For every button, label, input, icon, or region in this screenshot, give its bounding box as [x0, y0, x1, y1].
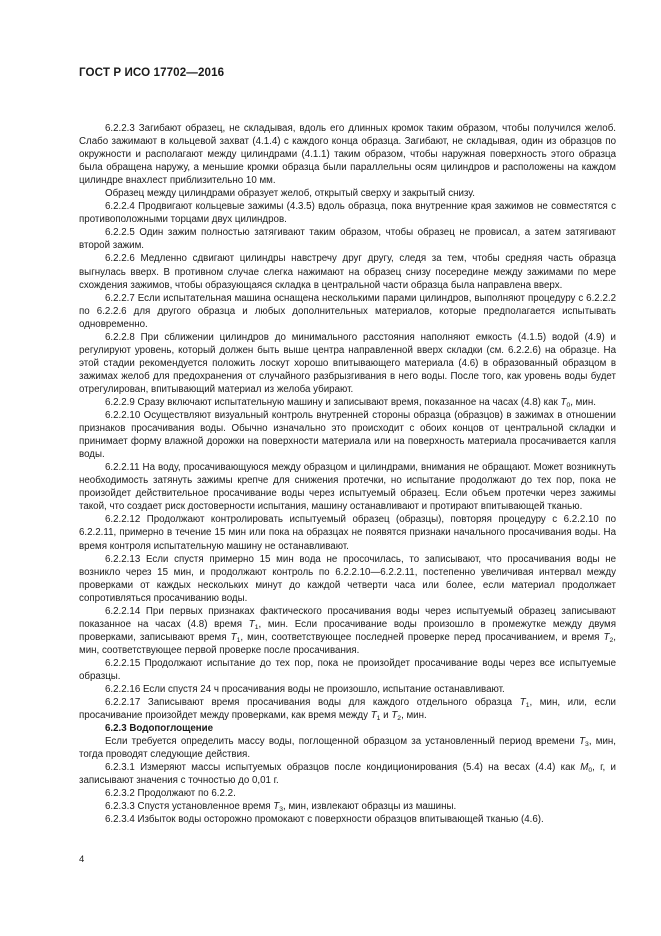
paragraph: Если требуется определить массу воды, поглощенной образцом за установленный период времени $T_3$, мин, тогда проводят следующие действия. — [79, 736, 616, 761]
paragraph: 6.2.2.7 Если испытательная машина оснащена несколькими парами цилиндров, выполняют процедуру с 6.2.2.2 по 6.2.2.6 для другого образца и любых дополнительных материалов, которые предполагается испытывать одновременно. — [79, 292, 616, 330]
paragraph: 6.2.2.13 Если спустя примерно 15 мин вода не просочилась, то записывают, что просачивания воды не возникло через 15 мин, и продолжают контроль по 6.2.2.10—6.2.2.11, постепенно увеличивая интервал между проверками от каждых нескольких минут до каждой четверти часа или более, если материал продолжает сопротивляться просачиванию воды. — [79, 553, 616, 604]
paragraph: 6.2.2.10 Осуществляют визуальный контроль внутренней стороны образца (образцов) в зажимах в отношении признаков просачивания воды. Обычно изначально это происходит с обоих концов от центральной складки и принимает форму влажной дорожки на поверхности материала или на поверхность материала просачивается капля воды. — [79, 410, 616, 461]
paragraph: 6.2.2.12 Продолжают контролировать испытуемый образец (образцы), повторяя процедуру с 6.2.2.10 по 6.2.2.11, примерно в течение 15 мин или пока на образцах не появятся признаки начального просачивания воды. На время контроля испытательную машину не останавливают. — [79, 514, 616, 552]
paragraph: 6.2.3.1 Измеряют массы испытуемых образцов после кондиционирования (5.4) на весах (4.4) как $M_0$, г, и записывают значения с точностью до 0,01 г. — [79, 762, 616, 787]
paragraph: 6.2.2.4 Продвигают кольцевые зажимы (4.3.5) вдоль образца, пока внутренние края зажимов не совместятся с противоположными торцами двух цилиндров. — [79, 201, 616, 226]
paragraph: 6.2.3.4 Избыток воды осторожно промокают с поверхности образцов впитывающей тканью (4.6). — [105, 814, 544, 826]
paragraph: 6.2.2.3 Загибают образец, не складывая, вдоль его длинных кромок таким образом, чтобы получился желоб. Слабо зажимают в кольцевой захват (4.1.4) с каждого конца образца. Загибают, не складывая, один из образцов по окружности и располагают между цилиндрами (4.1.1) таким образом, чтобы наружная поверхность этого образца была обращена наружу, а меньшие кромки образца были параллельны осям цилиндров и расположены на каждом цилиндре внахлест приблизительно 10 мм. — [79, 123, 616, 187]
paragraph: 6.2.2.6 Медленно сдвигают цилиндры навстречу друг другу, следя за тем, чтобы средняя часть образца выгнулась вверх. В противном случае слегка нажимают на образец снизу посередине между зажимами по мере схождения зажимов, чтобы образующаяся складка в центральной части образца была направлена вверх. — [79, 253, 616, 291]
paragraph: 6.2.2.17 Записывают время просачивания воды для каждого отдельного образца $T_1$, мин, или, если просачивание произойдет между проверками, как время между $T_1$ и $T_2$, мин. — [79, 697, 616, 723]
paragraph: 6.2.2.5 Один зажим полностью затягивают таким образом, чтобы образец не провисал, а затем затягивают второй зажим. — [79, 227, 616, 252]
paragraph: 6.2.2.11 На воду, просачивающуюся между образцом и цилиндрами, внимания не обращают. Может возникнуть необходимость затянуть зажимы крепче для снижения протечки, но испытание продолжают до тех пор, пока не произойдет действительное просачивание воды через испытуемый образец. Если объем протечки через зажимы такой, что создает риск достоверности испытания, машину останавливают и протирают впитывающей тканью. — [79, 462, 616, 513]
paragraph: 6.2.3.2 Продолжают по 6.2.2. — [105, 788, 236, 800]
section-heading: 6.2.3 Водопоглощение — [105, 723, 214, 735]
paragraph: 6.2.2.9 Сразу включают испытательную машину и записывают время, показанное на часах (4.8) как $T_0$, мин. — [105, 396, 596, 409]
paragraph: 6.2.2.14 При первых признаках фактического просачивания воды через испытуемый образец записывают показанное на часах (4.8) время $T_1$, мин. Если просачивание воды произошло в промежутке между двумя проверками, записывают время $T_1$, мин, соответствующее последней проверке перед просачиванием, и время $T_2$, мин, соответствующее первой проверке после просачивания. — [79, 605, 617, 656]
standard-header: ГОСТ Р ИСО 17702—2016 — [79, 66, 225, 79]
paragraph: 6.2.2.16 Если спустя 24 ч просачивания воды не произошло, испытание останавливают. — [105, 684, 505, 696]
paragraph: 6.2.3.3 Спустя установленное время $T_3$, мин, извлекают образцы из машины. — [105, 801, 457, 814]
paragraph: 6.2.2.8 При сближении цилиндров до минимального расстояния наполняют емкость (4.1.5) водой (4.9) и регулируют уровень, который должен быть выше центра направленной вверх складки (см. 6.2.2.6) на образце. На этой стадии рекомендуется положить лоскут хорошо впитывающего материала (4.6) в образованный образцом в зажимах желоб для предохранения от случайного разбрызгивания в него воды. После того, как уровень воды будет отрегулирован, впитывающий материал из желоба убирают. — [79, 331, 616, 395]
paragraph: 6.2.2.15 Продолжают испытание до тех пор, пока не произойдет просачивание воды через все испытуемые образцы. — [79, 657, 616, 682]
paragraph: Образец между цилиндрами образует желоб, открытый сверху и закрытый снизу. — [105, 188, 475, 200]
page-number: 4 — [79, 854, 85, 865]
document-body — [79, 122, 616, 827]
